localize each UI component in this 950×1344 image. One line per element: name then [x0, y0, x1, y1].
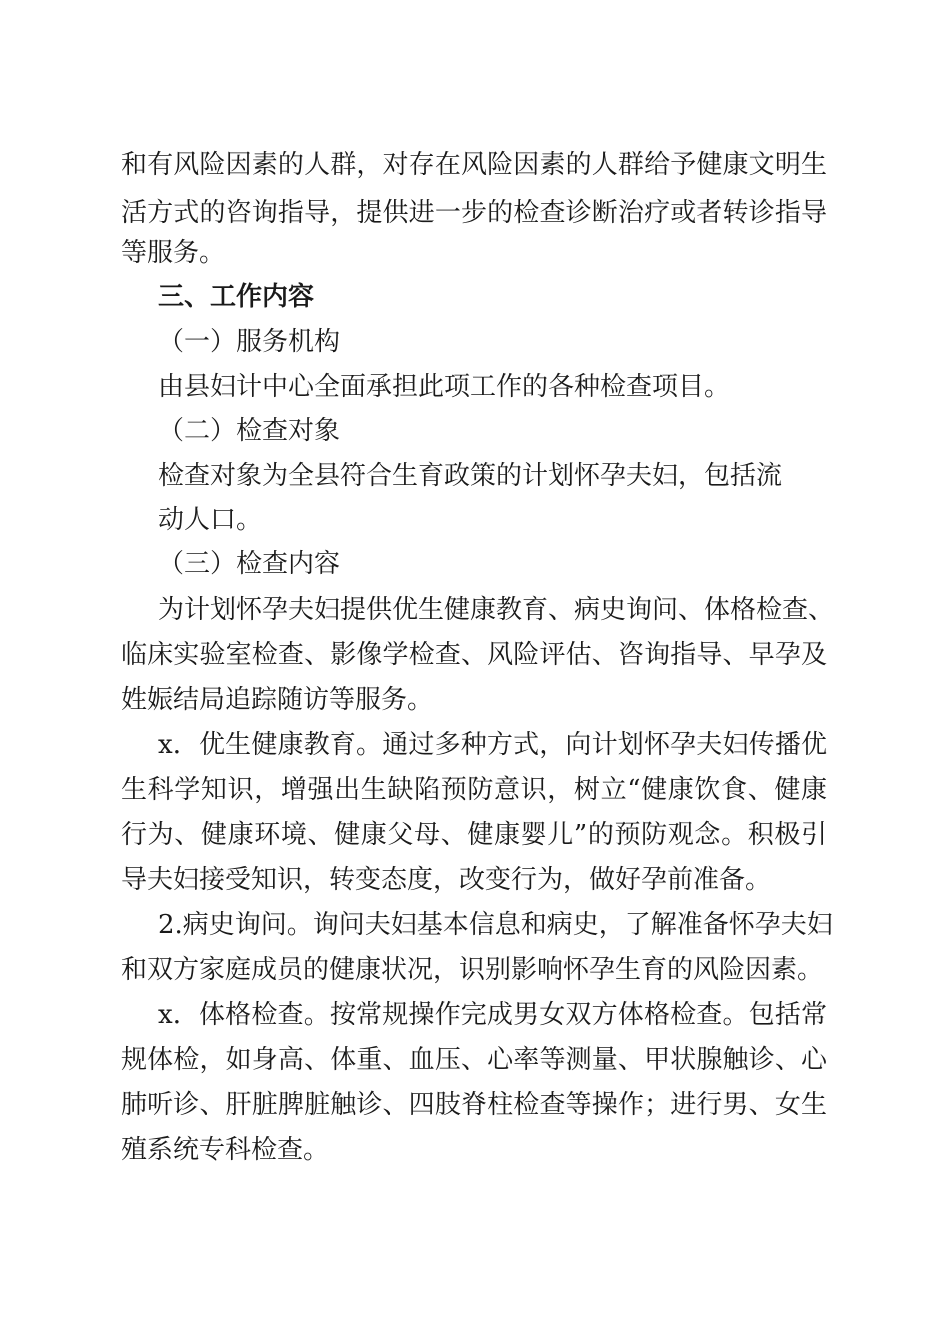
body-text-line: 为计划怀孕夫妇提供优生健康教育、病史询问、体格检查、: [158, 595, 835, 625]
body-text-line: 和双方家庭成员的健康状况，识别影响怀孕生育的风险因素。: [121, 955, 824, 985]
body-text-line: 生科学知识，增强出生缺陷预防意识，树立“健康饮食、健康: [121, 775, 827, 805]
body-text-line: 等服务。: [121, 238, 226, 268]
subsection-heading: （一）服务机构: [158, 327, 341, 357]
body-text-line: x．优生健康教育。通过多种方式，向计划怀孕夫妇传播优: [158, 730, 827, 760]
body-text-line: 殖系统专科检查。: [121, 1135, 330, 1165]
body-text-line: 和有风险因素的人群，对存在风险因素的人群给予健康文明生: [121, 150, 827, 180]
subsection-heading: （二）检查对象: [158, 416, 341, 446]
section-heading: 三、工作内容: [158, 282, 315, 312]
body-text-line: 规体检，如身高、体重、血压、心率等测量、甲状腺触诊、心: [121, 1045, 827, 1075]
body-text-line: 由县妇计中心全面承担此项工作的各种检查项目。: [158, 372, 731, 402]
body-text-line: 导夫妇接受知识，转变态度，改变行为，做好孕前准备。: [121, 865, 772, 895]
body-text-line: 肺听诊、肝脏脾脏触诊、四肢脊柱检查等操作；进行男、女生: [121, 1090, 827, 1120]
body-text-line: 行为、健康环境、健康父母、健康婴儿”的预防观念。积极引: [121, 820, 827, 850]
body-text-line: 检查对象为全县符合生育政策的计划怀孕夫妇，包括流: [158, 461, 783, 491]
subsection-heading: （三）检查内容: [158, 549, 341, 579]
body-text-line: 动人口。: [158, 505, 263, 535]
body-text-line: 姓娠结局追踪随访等服务。: [121, 685, 434, 715]
body-text-line: 2.病史询问。询问夫妇基本信息和病史，了解准备怀孕夫妇: [158, 910, 833, 940]
body-text-line: 临床实验室检查、影像学检查、风险评估、咨询指导、早孕及: [121, 640, 827, 670]
body-text-line: x．体格检查。按常规操作完成男女双方体格检查。包括常: [158, 1000, 827, 1030]
body-text-line: 活方式的咨询指导，提供进一步的检查诊断治疗或者转诊指导: [121, 198, 827, 228]
